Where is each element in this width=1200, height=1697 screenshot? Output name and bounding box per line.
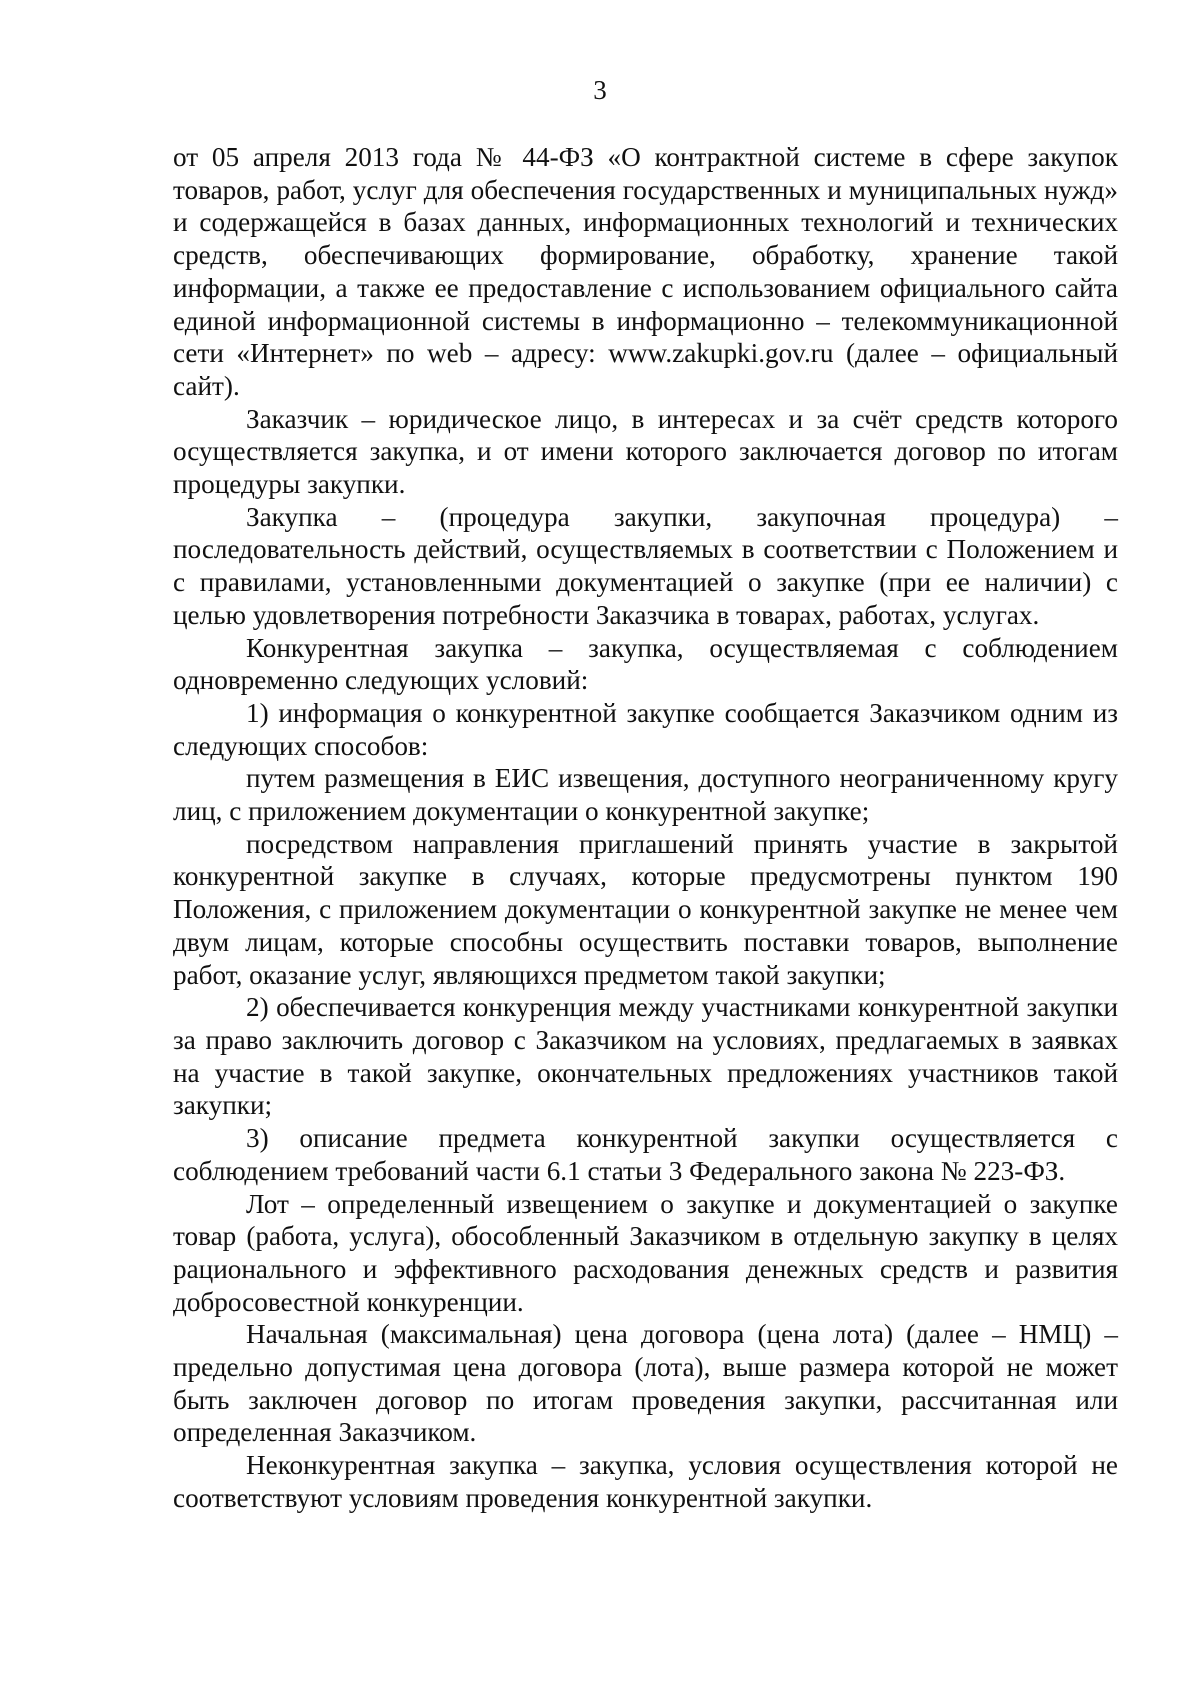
paragraph-initial-price-definition: Начальная (максимальная) цена договора (цена лота) (далее – НМЦ) – предельно допустимая цена договора (лота), выше размера которой не может быть заключен договор по итогам проведения закупки, рассчитанная или определенная Заказчиком. — [173, 1319, 1118, 1448]
paragraph-condition-3: 3) описание предмета конкурентной закупки осуществляется с соблюдением требований части 6.1 статьи 3 Федерального закона № 223-ФЗ. — [173, 1123, 1118, 1186]
paragraph-noncompetitive-procurement-definition: Неконкурентная закупка – закупка, условия осуществления которой не соответствуют условиям проведения конкурентной закупки. — [173, 1450, 1118, 1513]
page-number: 3 — [593, 75, 607, 105]
document-body — [173, 141, 1118, 1515]
paragraph-procurement-definition: Закупка – (процедура закупки, закупочная процедура) – последовательность действий, осуществляемых в соответствии с Положением и с правилами, установленными документацией о закупке (при ее наличии) с целью удовлетворения потребности Заказчика в товарах, работах, услугах. — [173, 501, 1118, 630]
paragraph-customer-definition: Заказчик – юридическое лицо, в интересах и за счёт средств которого осуществляется закупка, и от имени которого заключается договор по итогам процедуры закупки. — [173, 403, 1118, 500]
paragraph-lot-definition: Лот – определенный извещением о закупке и документацией о закупке товар (работа, услуга), обособленный Заказчиком в отдельную закупку в целях рационального и эффективного расходования денежных средств и развития добросовестной конкуренции. — [173, 1188, 1118, 1317]
paragraph-method-eis-notice: путем размещения в ЕИС извещения, доступного неограниченному кругу лиц, с приложением документации о конкурентной закупке; — [173, 763, 1118, 827]
paragraph-method-invitations: посредством направления приглашений принять участие в закрытой конкурентной закупке в случаях, которые предусмотрены пунктом 190 Положения, с приложением документации о конкурентной закупке не менее чем двум лицам, которые способны осуществить поставки товаров, выполнение работ, оказание услуг, являющихся предметом такой закупки; — [173, 828, 1118, 990]
paragraph-competitive-procurement-definition: Конкурентная закупка – закупка, осуществляемая с соблюдением одновременно следующих условий: — [173, 632, 1118, 696]
paragraph-law-reference: от 05 апреля 2013 года № 44-ФЗ «О контрактной системе в сфере закупок товаров, работ, услуг для обеспечения государственных и муниципальных нужд» и содержащейся в базах данных, информационных технологий и технических средств, обеспечивающих формирование, обработку, хранение такой информации, а также ее предоставление с использованием официального сайта единой информационной системы в информационно – телекоммуникационной сети «Интернет» по web – адресу: www.zakupki.gov.ru (далее – официальный сайт). — [173, 142, 1118, 401]
paragraph-condition-1: 1) информация о конкурентной закупке сообщается Заказчиком одним из следующих способов: — [173, 697, 1118, 761]
paragraph-condition-2: 2) обеспечивается конкуренция между участниками конкурентной закупки за право заключить договор с Заказчиком на условиях, предлагаемых в заявках на участие в такой закупке, окончательных предложениях участников такой закупки; — [173, 992, 1118, 1121]
